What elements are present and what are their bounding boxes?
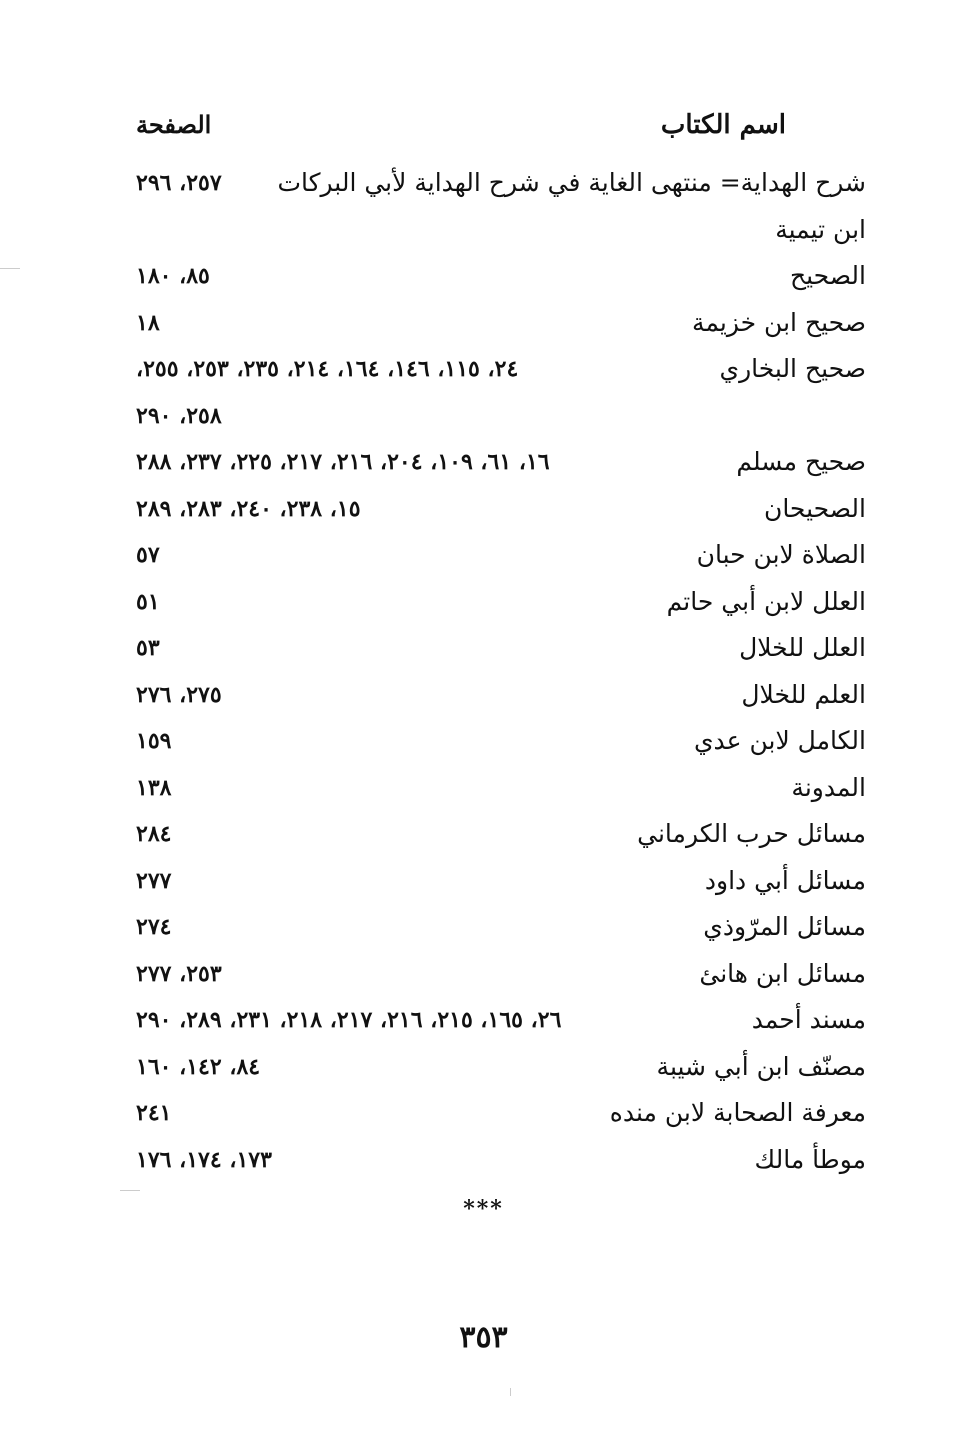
entry-title: مسائل أبي داود: [704, 865, 866, 895]
entry-title: الصلاة لابن حبان: [696, 540, 866, 569]
index-entry: [136, 486, 866, 533]
entry-title: الكامل لابن عدي: [693, 726, 866, 755]
index-entry: [136, 858, 866, 905]
index-entry: [136, 904, 866, 951]
index-entry: [136, 1090, 866, 1137]
index-entries-list: [136, 160, 866, 1183]
entry-pages: ٨٤، ١٤٢، ١٦٠: [136, 1053, 261, 1080]
index-entry: [136, 579, 866, 626]
entry-title: موطأ مالك: [754, 1144, 866, 1174]
entry-pages: ٥٧: [136, 542, 160, 568]
index-entry: [136, 765, 866, 812]
index-entry: [136, 951, 866, 998]
index-entry: [136, 160, 866, 253]
entry-pages: ٨٥، ١٨٠: [136, 263, 210, 289]
entry-title: العلل للخلال: [739, 633, 866, 662]
entry-title: معرفة الصحابة لابن منده: [609, 1098, 866, 1127]
entry-pages: ١٦، ٦١، ١٠٩، ٢٠٤، ٢١٦، ٢١٧، ٢٢٥، ٢٣٧، ٢٨٨: [136, 449, 550, 475]
entry-title: مصنّف ابن أبي شيبة: [656, 1051, 866, 1081]
entry-pages-continuation-row: [136, 393, 866, 440]
entry-pages: ٥٣: [136, 635, 160, 661]
margin-mark: [0, 268, 20, 269]
entry-title: صحيح ابن خزيمة: [692, 307, 866, 337]
entry-pages: ٢٦، ١٦٥، ٢١٥، ٢١٦، ٢١٧، ٢١٨، ٢٣١، ٢٨٩، ٢٩٠: [136, 1007, 562, 1033]
margin-mark: [510, 1388, 511, 1396]
index-entry: [136, 439, 866, 486]
entry-title: صحيح مسلم: [736, 447, 866, 476]
index-entry: [136, 1044, 866, 1091]
entry-pages: ١٧٣، ١٧٤، ١٧٦: [136, 1146, 272, 1173]
entry-pages: ٢٧٧: [136, 867, 172, 894]
column-header-page: الصفحة: [136, 110, 212, 139]
entry-title: العلل لابن أبي حاتم: [666, 586, 866, 616]
entry-pages: ٢٧٤: [136, 914, 172, 940]
page-number: ٣٥٣: [459, 1320, 508, 1355]
index-header: [136, 110, 866, 150]
entry-title: مسند أحمد: [751, 1005, 866, 1034]
margin-mark: [120, 1190, 140, 1191]
entry-title: المدونة: [791, 772, 866, 802]
index-entry: [136, 532, 866, 579]
entry-title: الصحيحان: [763, 493, 866, 523]
index-entry: [136, 997, 866, 1044]
index-entry: [136, 811, 866, 858]
entry-pages: ١٥، ٢٣٨، ٢٤٠، ٢٨٣، ٢٨٩: [136, 495, 361, 522]
section-separator: ***: [463, 1196, 504, 1222]
column-header-book-name: اسم الكتاب: [660, 110, 786, 140]
entry-pages: ١٥٩: [136, 728, 172, 754]
entry-title: مسائل المرّوذي: [703, 912, 866, 941]
entry-pages: ٢٥٣، ٢٧٧: [136, 960, 222, 987]
index-entry: [136, 718, 866, 765]
index-entry: [136, 346, 866, 439]
entry-pages: ٢٥٧، ٢٩٦: [136, 170, 222, 196]
entry-pages: ٢٤١: [136, 1100, 172, 1126]
entry-title: مسائل ابن هانئ: [699, 958, 866, 988]
entry-pages-continuation: ٢٥٨، ٢٩٠: [136, 402, 222, 429]
index-entry: [136, 625, 866, 672]
entry-title: مسائل حرب الكرماني: [637, 819, 866, 848]
index-entry: [136, 672, 866, 719]
entry-title: الصحيح: [789, 261, 866, 290]
entry-pages: ٢٧٥، ٢٧٦: [136, 681, 222, 708]
entry-title-continuation: ابن تيمية: [775, 214, 866, 244]
index-entry: [136, 1137, 866, 1184]
index-entry: [136, 253, 866, 300]
entry-pages: ٢٨٤: [136, 821, 172, 847]
entry-pages: ٢٤، ١١٥، ١٤٦، ١٦٤، ٢١٤، ٢٣٥، ٢٥٣، ٢٥٥،: [136, 356, 519, 382]
entry-pages: ٥١: [136, 588, 160, 615]
entry-title: شرح الهداية= منتهى الغاية في شرح الهداية لأبي البركات: [277, 168, 866, 197]
entry-pages: ١٣٨: [136, 774, 172, 801]
entry-pages: ١٨: [136, 309, 160, 336]
index-entry: [136, 300, 866, 347]
entry-title: العلم للخلال: [741, 679, 866, 709]
entry-title: صحيح البخاري: [719, 354, 866, 383]
